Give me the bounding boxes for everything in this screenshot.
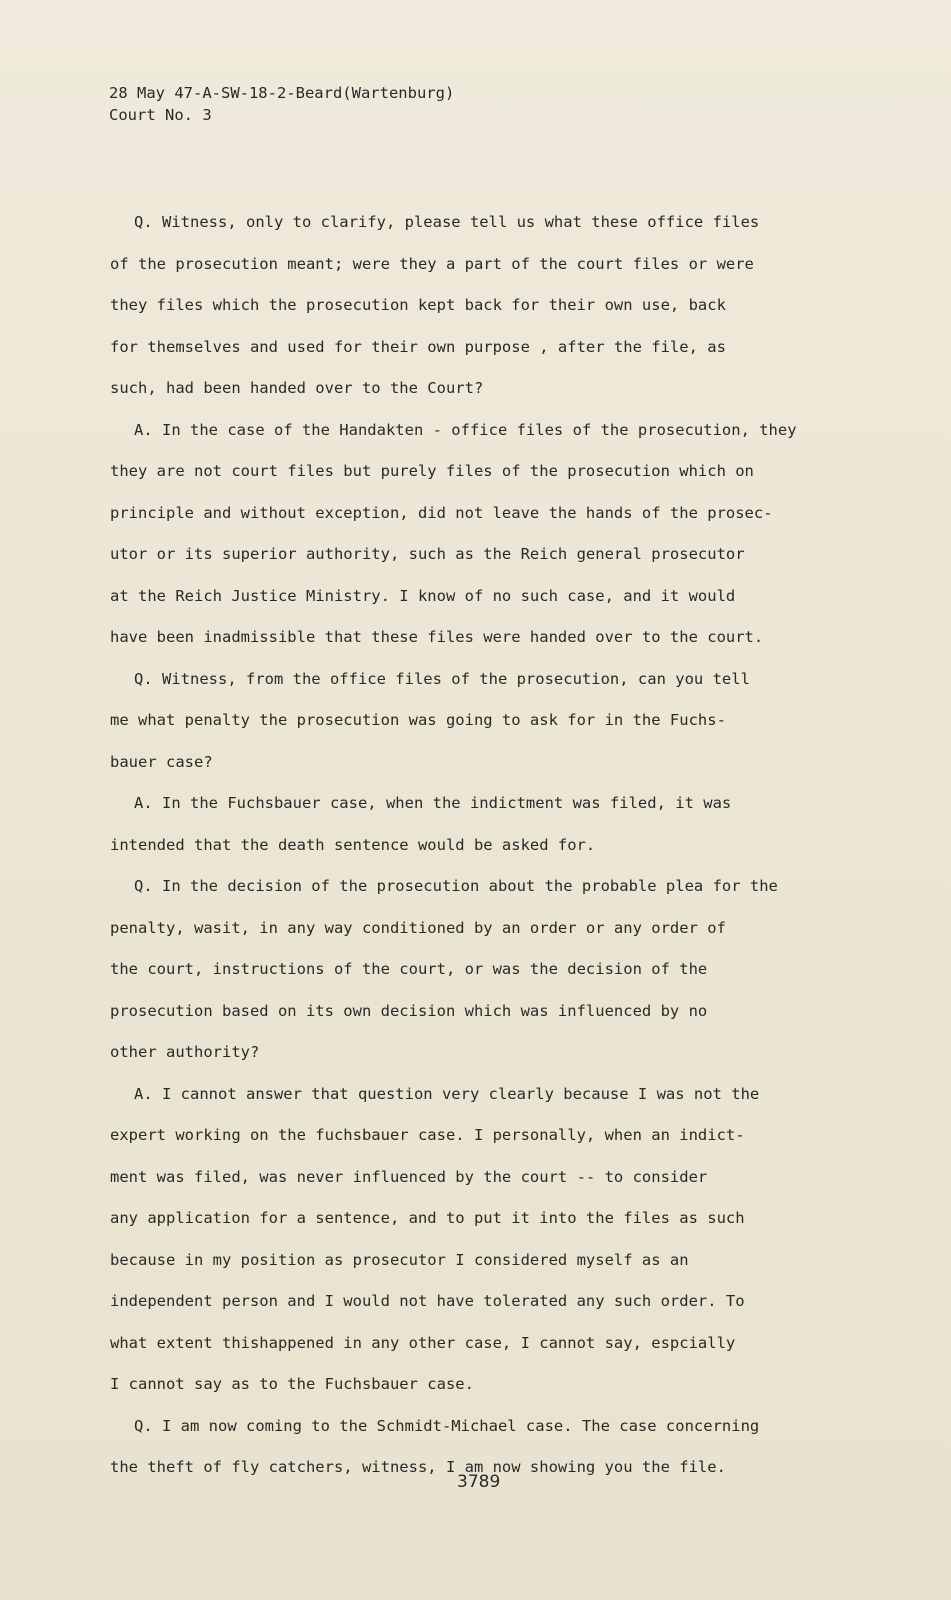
transcript-line: independent person and I would not have tolerated any such order. To (110, 1292, 745, 1310)
transcript-line: A. In the case of the Handakten - office files of the prosecution, they (134, 420, 797, 439)
transcript-line: bauer case? (110, 752, 213, 771)
transcript-line: for themselves and used for their own purpose , after the file, as (110, 337, 726, 356)
transcript-line: ment was filed, was never influenced by the court -- to consider (110, 1167, 708, 1186)
transcript-line: Q. Witness, from the office files of the prosecution, can you tell (134, 669, 750, 688)
transcript-line: principle and without exception, did not leave the hands of the prosec- (110, 503, 773, 522)
document-header (109, 82, 454, 126)
transcript-line: they files which the prosecution kept back for their own use, back (110, 296, 726, 314)
transcript-line: Q. Witness, only to clarify, please tell us what these office files (134, 213, 760, 231)
page-number: 3789 (457, 1472, 501, 1492)
transcript-line: of the prosecution meant; were they a part of the court files or were (110, 254, 754, 273)
transcript-line: Q. I am now coming to the Schmidt-Michael case. The case concerning (134, 1416, 760, 1435)
transcript-line: the court, instructions of the court, or was the decision of the (110, 960, 708, 978)
transcript-line: penalty, wasit, in any way conditioned by an order or any order of (110, 918, 726, 937)
transcript-line: any application for a sentence, and to put it into the files as such (110, 1209, 745, 1227)
header-reference: 28 May 47-A-SW-18-2-Beard(Wartenburg) (109, 84, 455, 102)
transcript-line: prosecution based on its own decision which was influenced by no (110, 1001, 708, 1020)
transcript-line: have been inadmissible that these files were handed over to the court. (110, 628, 764, 646)
transcript-line: what extent thishappened in any other case, I cannot say, espcially (110, 1333, 736, 1352)
transcript-line: intended that the death sentence would be asked for. (110, 835, 596, 854)
transcript-line: Q. In the decision of the prosecution about the probable plea for the (134, 877, 778, 895)
transcript-line: expert working on the fuchsbauer case. I personally, when an indict- (110, 1126, 745, 1144)
transcript-line: because in my position as prosecutor I considered myself as an (110, 1250, 689, 1269)
transcript-line: the theft of fly catchers, witness, I am now showing you the file. (110, 1458, 726, 1476)
transcript-line: at the Reich Justice Ministry. I know of no such case, and it would (110, 586, 736, 605)
transcript-line: other authority? (110, 1043, 260, 1061)
transcript-line: A. I cannot answer that question very clearly because I was not the (134, 1084, 760, 1103)
transcript-body (110, 202, 880, 1489)
transcript-line: I cannot say as to the Fuchsbauer case. (110, 1375, 474, 1393)
transcript-line: me what penalty the prosecution was going to ask for in the Fuchs- (110, 711, 726, 729)
transcript-line: A. In the Fuchsbauer case, when the indictment was filed, it was (134, 794, 732, 812)
transcript-line: they are not court files but purely files of the prosecution which on (110, 462, 754, 480)
header-court: Court No. 3 (109, 106, 212, 124)
transcript-line: such, had been handed over to the Court? (110, 379, 484, 397)
transcript-line: utor or its superior authority, such as the Reich general prosecutor (110, 545, 745, 563)
